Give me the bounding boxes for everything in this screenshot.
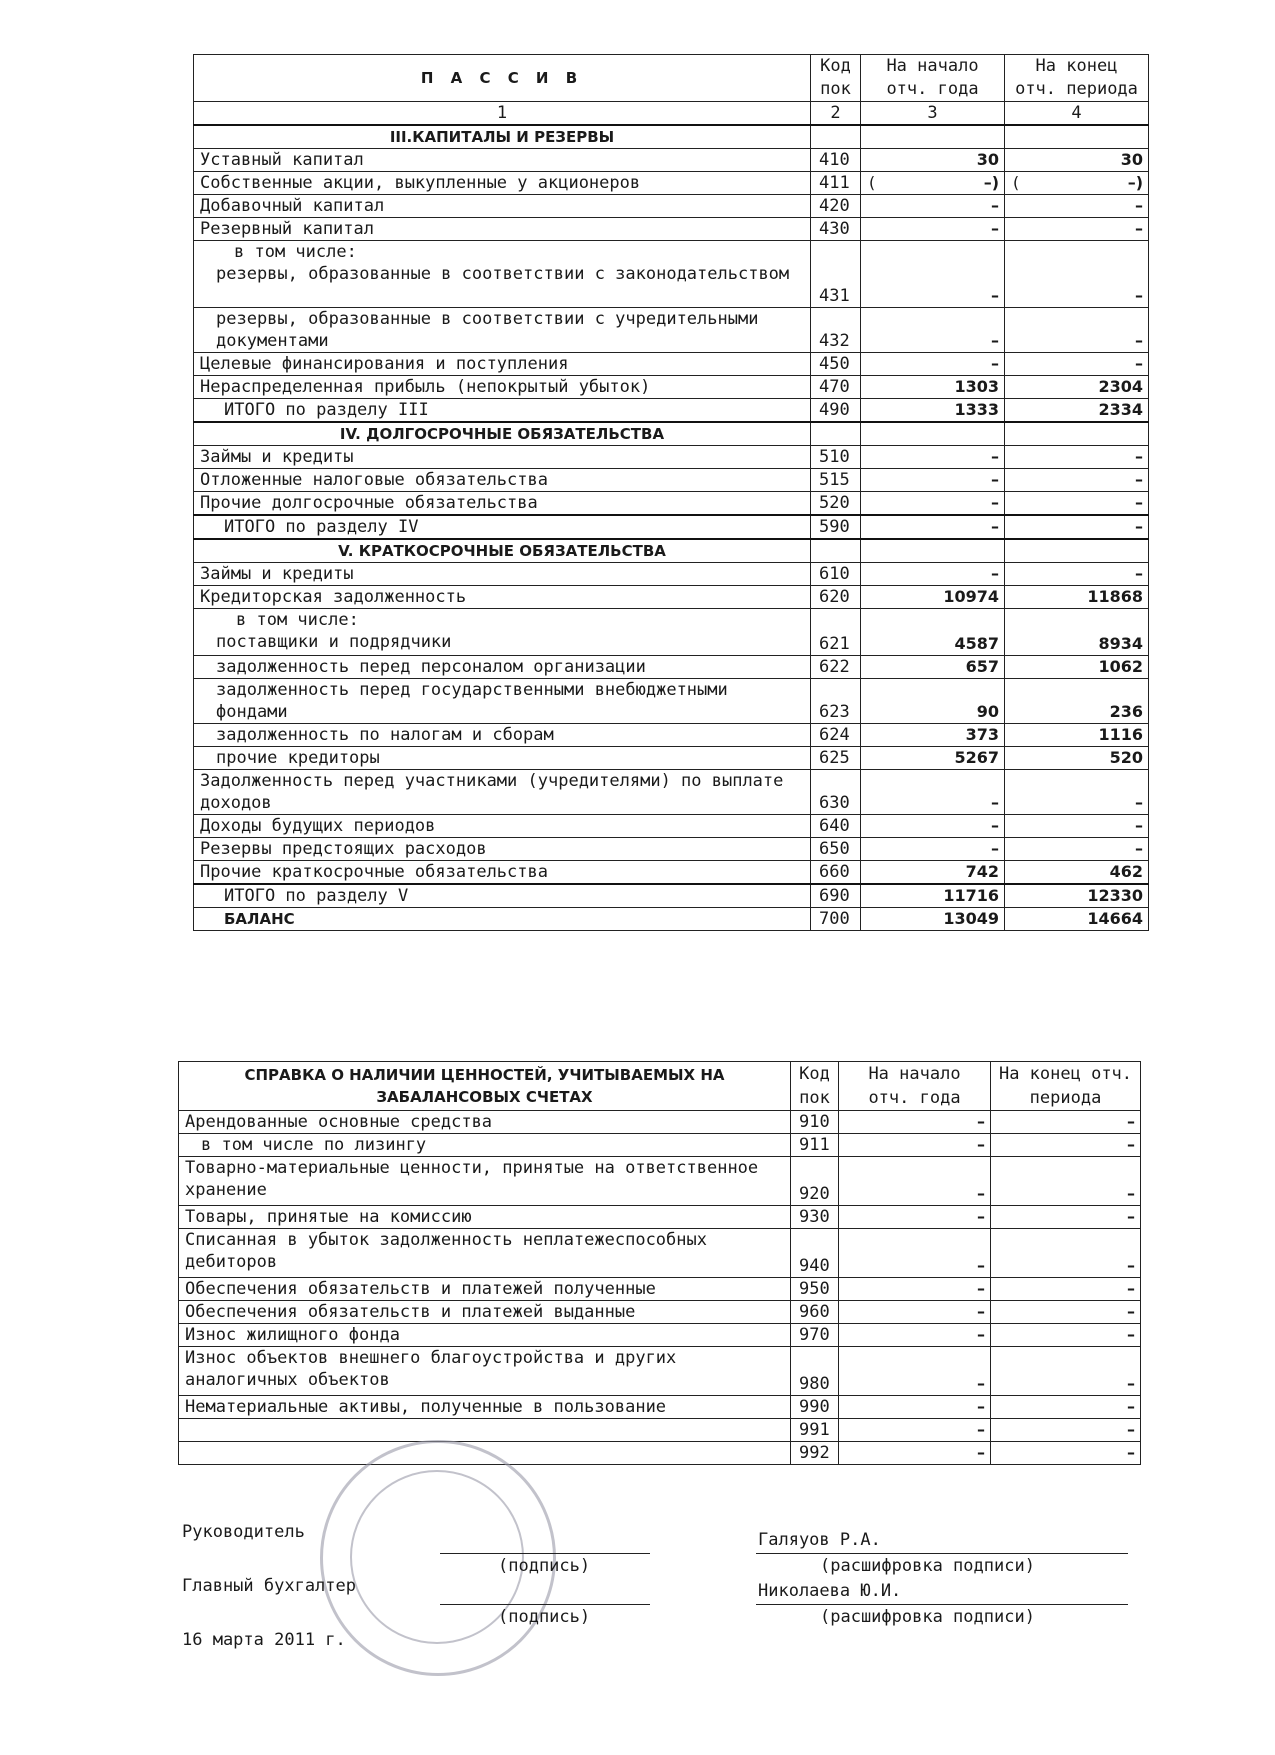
- row-start-value: –: [861, 241, 1005, 308]
- row-name: резервы, образованные в соответствии с учредительными документами: [194, 308, 811, 353]
- row-end-value: –: [1005, 241, 1149, 308]
- row-code: 960: [791, 1301, 839, 1324]
- row-start-value: 657: [861, 656, 1005, 679]
- row-start-value: –: [861, 308, 1005, 353]
- col-start-header: На начало отч. года: [861, 55, 1005, 102]
- row-end-value: –: [1005, 308, 1149, 353]
- row-name: Прочие долгосрочные обязательства: [194, 492, 811, 516]
- passive-table: [193, 54, 1149, 931]
- row-end-value: –: [1005, 492, 1149, 516]
- row-name: задолженность перед государственными внебюджетными фондами: [194, 679, 811, 724]
- row-start-value: –: [861, 492, 1005, 516]
- row-code: 990: [791, 1396, 839, 1419]
- row-name: задолженность перед персоналом организации: [194, 656, 811, 679]
- row-start-value: –: [839, 1396, 991, 1419]
- row-start-value: 5267: [861, 747, 1005, 770]
- row-end-value: –: [1005, 353, 1149, 376]
- row-start-value: –: [839, 1111, 991, 1134]
- row-end-value: 12330: [1005, 884, 1149, 908]
- row-name: Обеспечения обязательств и платежей выданные: [179, 1301, 791, 1324]
- row-end-value: –: [991, 1134, 1141, 1157]
- col-end-header: На конец отч. периода: [1005, 55, 1149, 102]
- table-row: [194, 172, 1149, 195]
- row-start-value: 1333: [861, 399, 1005, 423]
- row-name: [194, 241, 811, 308]
- row-name: Товары, принятые на комиссию: [179, 1206, 791, 1229]
- chief-label: Главный бухгалтер: [182, 1576, 356, 1596]
- row-end-value: –: [991, 1278, 1141, 1301]
- row-start-value: –: [839, 1324, 991, 1347]
- row-code: 624: [811, 724, 861, 747]
- row-name: ИТОГО по разделу III: [194, 399, 811, 423]
- row-code: 411: [811, 172, 861, 195]
- row-name: Арендованные основные средства: [179, 1111, 791, 1134]
- row-code: 992: [791, 1442, 839, 1465]
- row-code: 930: [791, 1206, 839, 1229]
- row-end-value: –: [1005, 469, 1149, 492]
- table-row: [179, 1396, 1141, 1419]
- table-row: [179, 1301, 1141, 1324]
- row-code: 970: [791, 1324, 839, 1347]
- row-end-value: 8934: [1005, 609, 1149, 656]
- row-end-value: –: [1005, 515, 1149, 539]
- row-start-value: –: [861, 515, 1005, 539]
- row-end-value: 1062: [1005, 656, 1149, 679]
- row-end-value: –: [991, 1206, 1141, 1229]
- row-start-value: –: [839, 1229, 991, 1278]
- row-end-value: –: [1005, 218, 1149, 241]
- row-code: 430: [811, 218, 861, 241]
- row-name: Собственные акции, выкупленные у акционеров: [194, 172, 811, 195]
- row-start-value: –: [839, 1419, 991, 1442]
- row-code: 910: [791, 1111, 839, 1134]
- row-name: задолженность по налогам и сборам: [194, 724, 811, 747]
- table-row: [194, 838, 1149, 861]
- table-row: [194, 586, 1149, 609]
- row-name: Списанная в убыток задолженность неплатежеспособных дебиторов: [179, 1229, 791, 1278]
- table-row: [179, 1229, 1141, 1278]
- table-row: [194, 308, 1149, 353]
- row-code: 432: [811, 308, 861, 353]
- table-row: [194, 747, 1149, 770]
- total-row: [194, 515, 1149, 539]
- row-start-value: –: [861, 815, 1005, 838]
- row-code: 431: [811, 241, 861, 308]
- row-code: 700: [811, 908, 861, 931]
- table-row: [194, 679, 1149, 724]
- table-row: [179, 1278, 1141, 1301]
- row-name-text: поставщики и подрядчики: [216, 632, 452, 652]
- value-text: –): [983, 173, 999, 192]
- row-start-value: –: [861, 353, 1005, 376]
- row-end-value: –: [1005, 563, 1149, 586]
- row-code: 630: [811, 770, 861, 815]
- row-start-value: –: [839, 1301, 991, 1324]
- row-name: [179, 1419, 791, 1442]
- row-start-value: 1303: [861, 376, 1005, 399]
- row-code: 623: [811, 679, 861, 724]
- head-signature-line: [440, 1553, 650, 1554]
- section-title: [194, 422, 1149, 446]
- row-code: 980: [791, 1347, 839, 1396]
- row-code: 510: [811, 446, 861, 469]
- col-num-4: 4: [1005, 102, 1149, 126]
- table-row: [194, 724, 1149, 747]
- row-end-value: –: [1005, 770, 1149, 815]
- row-end-value: –: [1005, 195, 1149, 218]
- row-name: Займы и кредиты: [194, 563, 811, 586]
- row-end-value: 11868: [1005, 586, 1149, 609]
- row-code: 950: [791, 1278, 839, 1301]
- row-start-value: –: [839, 1442, 991, 1465]
- row-end-value: [1005, 172, 1149, 195]
- row-start-value: –: [861, 195, 1005, 218]
- row-start-value: –: [839, 1157, 991, 1206]
- row-code: 622: [811, 656, 861, 679]
- row-start-value: 373: [861, 724, 1005, 747]
- row-code: 660: [811, 861, 861, 885]
- row-end-value: –: [991, 1301, 1141, 1324]
- row-end-value: –: [991, 1111, 1141, 1134]
- table-row: [194, 149, 1149, 172]
- total-row: [194, 884, 1149, 908]
- row-code: 515: [811, 469, 861, 492]
- table-row: [179, 1347, 1141, 1396]
- row-end-value: –: [1005, 838, 1149, 861]
- row-name: [194, 609, 811, 656]
- row-code: 450: [811, 353, 861, 376]
- row-name: Прочие краткосрочные обязательства: [194, 861, 811, 885]
- section-4-title: IV. ДОЛГОСРОЧНЫЕ ОБЯЗАТЕЛЬСТВА: [194, 422, 811, 446]
- col-code-header: Код пок: [811, 55, 861, 102]
- row-code: 911: [791, 1134, 839, 1157]
- offbalance-table: [178, 1061, 1141, 1465]
- row-code: 920: [791, 1157, 839, 1206]
- row-start-value: 10974: [861, 586, 1005, 609]
- row-start-value: 30: [861, 149, 1005, 172]
- col-num-2: 2: [811, 102, 861, 126]
- col-num-1: 1: [194, 102, 811, 126]
- row-end-value: –: [991, 1347, 1141, 1396]
- row-start-value: –: [839, 1206, 991, 1229]
- table-row: [194, 563, 1149, 586]
- row-name: Резервный капитал: [194, 218, 811, 241]
- row-name: Нематериальные активы, полученные в пользование: [179, 1396, 791, 1419]
- row-end-value: 520: [1005, 747, 1149, 770]
- table-row: [179, 1157, 1141, 1206]
- row-code: 940: [791, 1229, 839, 1278]
- row-name: ИТОГО по разделу V: [194, 884, 811, 908]
- chief-name-line: [756, 1604, 1128, 1605]
- row-code: 410: [811, 149, 861, 172]
- row-name: Задолженность перед участниками (учредителями) по выплате доходов: [194, 770, 811, 815]
- table-row: [179, 1206, 1141, 1229]
- chief-name: Николаева Ю.И.: [758, 1581, 902, 1601]
- offbalance-title: СПРАВКА О НАЛИЧИИ ЦЕННОСТЕЙ, УЧИТЫВАЕМЫХ НА ЗАБАЛАНСОВЫХ СЧЕТАХ: [179, 1062, 791, 1111]
- row-code: 610: [811, 563, 861, 586]
- row-code: 620: [811, 586, 861, 609]
- row-name: Товарно-материальные ценности, принятые на ответственное хранение: [179, 1157, 791, 1206]
- row-end-value: 236: [1005, 679, 1149, 724]
- row-end-value: –: [1005, 815, 1149, 838]
- row-name: Доходы будущих периодов: [194, 815, 811, 838]
- chief-signature-line: [440, 1604, 650, 1605]
- row-start-value: 13049: [861, 908, 1005, 931]
- row-start-value: –: [861, 469, 1005, 492]
- row-name: Отложенные налоговые обязательства: [194, 469, 811, 492]
- row-end-value: 2304: [1005, 376, 1149, 399]
- col-end-header: На конец отч. периода: [991, 1062, 1141, 1111]
- row-start-value: –: [861, 838, 1005, 861]
- row-name: прочие кредиторы: [194, 747, 811, 770]
- row-name: Целевые финансирования и поступления: [194, 353, 811, 376]
- table-row: [194, 815, 1149, 838]
- passive-title: П А С С И В: [194, 55, 811, 102]
- row-start-value: –: [861, 218, 1005, 241]
- table-row: [179, 1442, 1141, 1465]
- open-paren: (: [867, 173, 877, 192]
- table-row: [194, 195, 1149, 218]
- table-row: [194, 469, 1149, 492]
- head-name-line: [756, 1553, 1128, 1554]
- row-name: ИТОГО по разделу IV: [194, 515, 811, 539]
- row-start-value: –: [839, 1278, 991, 1301]
- table-row: [179, 1111, 1141, 1134]
- col-code-header: Код пок: [791, 1062, 839, 1111]
- row-start-value: –: [839, 1134, 991, 1157]
- chief-sign-hint: (подпись): [498, 1607, 591, 1627]
- row-start-value: –: [861, 770, 1005, 815]
- row-start-value: –: [861, 563, 1005, 586]
- row-code: 420: [811, 195, 861, 218]
- row-name: Обеспечения обязательств и платежей полученные: [179, 1278, 791, 1301]
- row-end-value: –: [991, 1229, 1141, 1278]
- row-end-value: 462: [1005, 861, 1149, 885]
- table-row: [179, 1419, 1141, 1442]
- col-start-header: На начало отч. года: [839, 1062, 991, 1111]
- total-row: [194, 399, 1149, 423]
- table-row: [179, 1134, 1141, 1157]
- row-code: 470: [811, 376, 861, 399]
- row-end-value: 30: [1005, 149, 1149, 172]
- row-start-value: 4587: [861, 609, 1005, 656]
- section-title: [194, 539, 1149, 563]
- header-row: [194, 55, 1149, 102]
- row-name: Займы и кредиты: [194, 446, 811, 469]
- row-name: Износ объектов внешнего благоустройства и других аналогичных объектов: [179, 1347, 791, 1396]
- table-row: [194, 376, 1149, 399]
- row-code: 640: [811, 815, 861, 838]
- table-row: [194, 861, 1149, 885]
- row-end-value: –: [991, 1157, 1141, 1206]
- row-end-value: –: [991, 1419, 1141, 1442]
- row-name: Износ жилищного фонда: [179, 1324, 791, 1347]
- row-code: 690: [811, 884, 861, 908]
- row-name: Нераспределенная прибыль (непокрытый убыток): [194, 376, 811, 399]
- row-start-value: 742: [861, 861, 1005, 885]
- table-row: [179, 1324, 1141, 1347]
- header-row: [179, 1062, 1141, 1111]
- row-code: 590: [811, 515, 861, 539]
- row-name: Кредиторская задолженность: [194, 586, 811, 609]
- table-row: [194, 609, 1149, 656]
- section-5-title: V. КРАТКОСРОЧНЫЕ ОБЯЗАТЕЛЬСТВА: [194, 539, 811, 563]
- row-code: 490: [811, 399, 861, 423]
- section-title: [194, 125, 1149, 149]
- row-name: Уставный капитал: [194, 149, 811, 172]
- table-row: [194, 218, 1149, 241]
- open-paren: (: [1011, 173, 1021, 192]
- row-end-value: 2334: [1005, 399, 1149, 423]
- row-name: БАЛАНС: [194, 908, 811, 931]
- col-num-3: 3: [861, 102, 1005, 126]
- column-numbers-row: [194, 102, 1149, 126]
- head-name: Галяуов Р.А.: [758, 1530, 881, 1550]
- row-code: 650: [811, 838, 861, 861]
- balance-row: [194, 908, 1149, 931]
- head-sign-hint: (подпись): [498, 1556, 591, 1576]
- table-row: [194, 770, 1149, 815]
- table-row: [194, 446, 1149, 469]
- value-text: –): [1127, 173, 1143, 192]
- row-start-value: 90: [861, 679, 1005, 724]
- head-label: Руководитель: [182, 1522, 305, 1542]
- row-start-value: 11716: [861, 884, 1005, 908]
- row-name-text: резервы, образованные в соответствии с законодательством: [216, 264, 790, 284]
- row-code: 991: [791, 1419, 839, 1442]
- row-end-value: –: [991, 1442, 1141, 1465]
- row-start-value: [861, 172, 1005, 195]
- row-start-value: –: [839, 1347, 991, 1396]
- table-row: [194, 353, 1149, 376]
- row-name: Резервы предстоящих расходов: [194, 838, 811, 861]
- row-code: 621: [811, 609, 861, 656]
- row-end-value: 14664: [1005, 908, 1149, 931]
- row-code: 520: [811, 492, 861, 516]
- row-code: 625: [811, 747, 861, 770]
- row-end-value: –: [991, 1324, 1141, 1347]
- row-name: Добавочный капитал: [194, 195, 811, 218]
- row-end-value: 1116: [1005, 724, 1149, 747]
- row-name: в том числе по лизингу: [179, 1134, 791, 1157]
- document-date: 16 марта 2011 г.: [182, 1630, 346, 1650]
- row-start-value: –: [861, 446, 1005, 469]
- including-label: в том числе:: [234, 242, 357, 262]
- chief-decode-hint: (расшифровка подписи): [820, 1607, 1035, 1627]
- row-end-value: –: [991, 1396, 1141, 1419]
- including-label: в том числе:: [236, 610, 359, 630]
- table-row: [194, 492, 1149, 516]
- table-row: [194, 656, 1149, 679]
- row-end-value: –: [1005, 446, 1149, 469]
- table-row: [194, 241, 1149, 308]
- head-decode-hint: (расшифровка подписи): [820, 1556, 1035, 1576]
- section-3-title: III.КАПИТАЛЫ И РЕЗЕРВЫ: [194, 125, 811, 149]
